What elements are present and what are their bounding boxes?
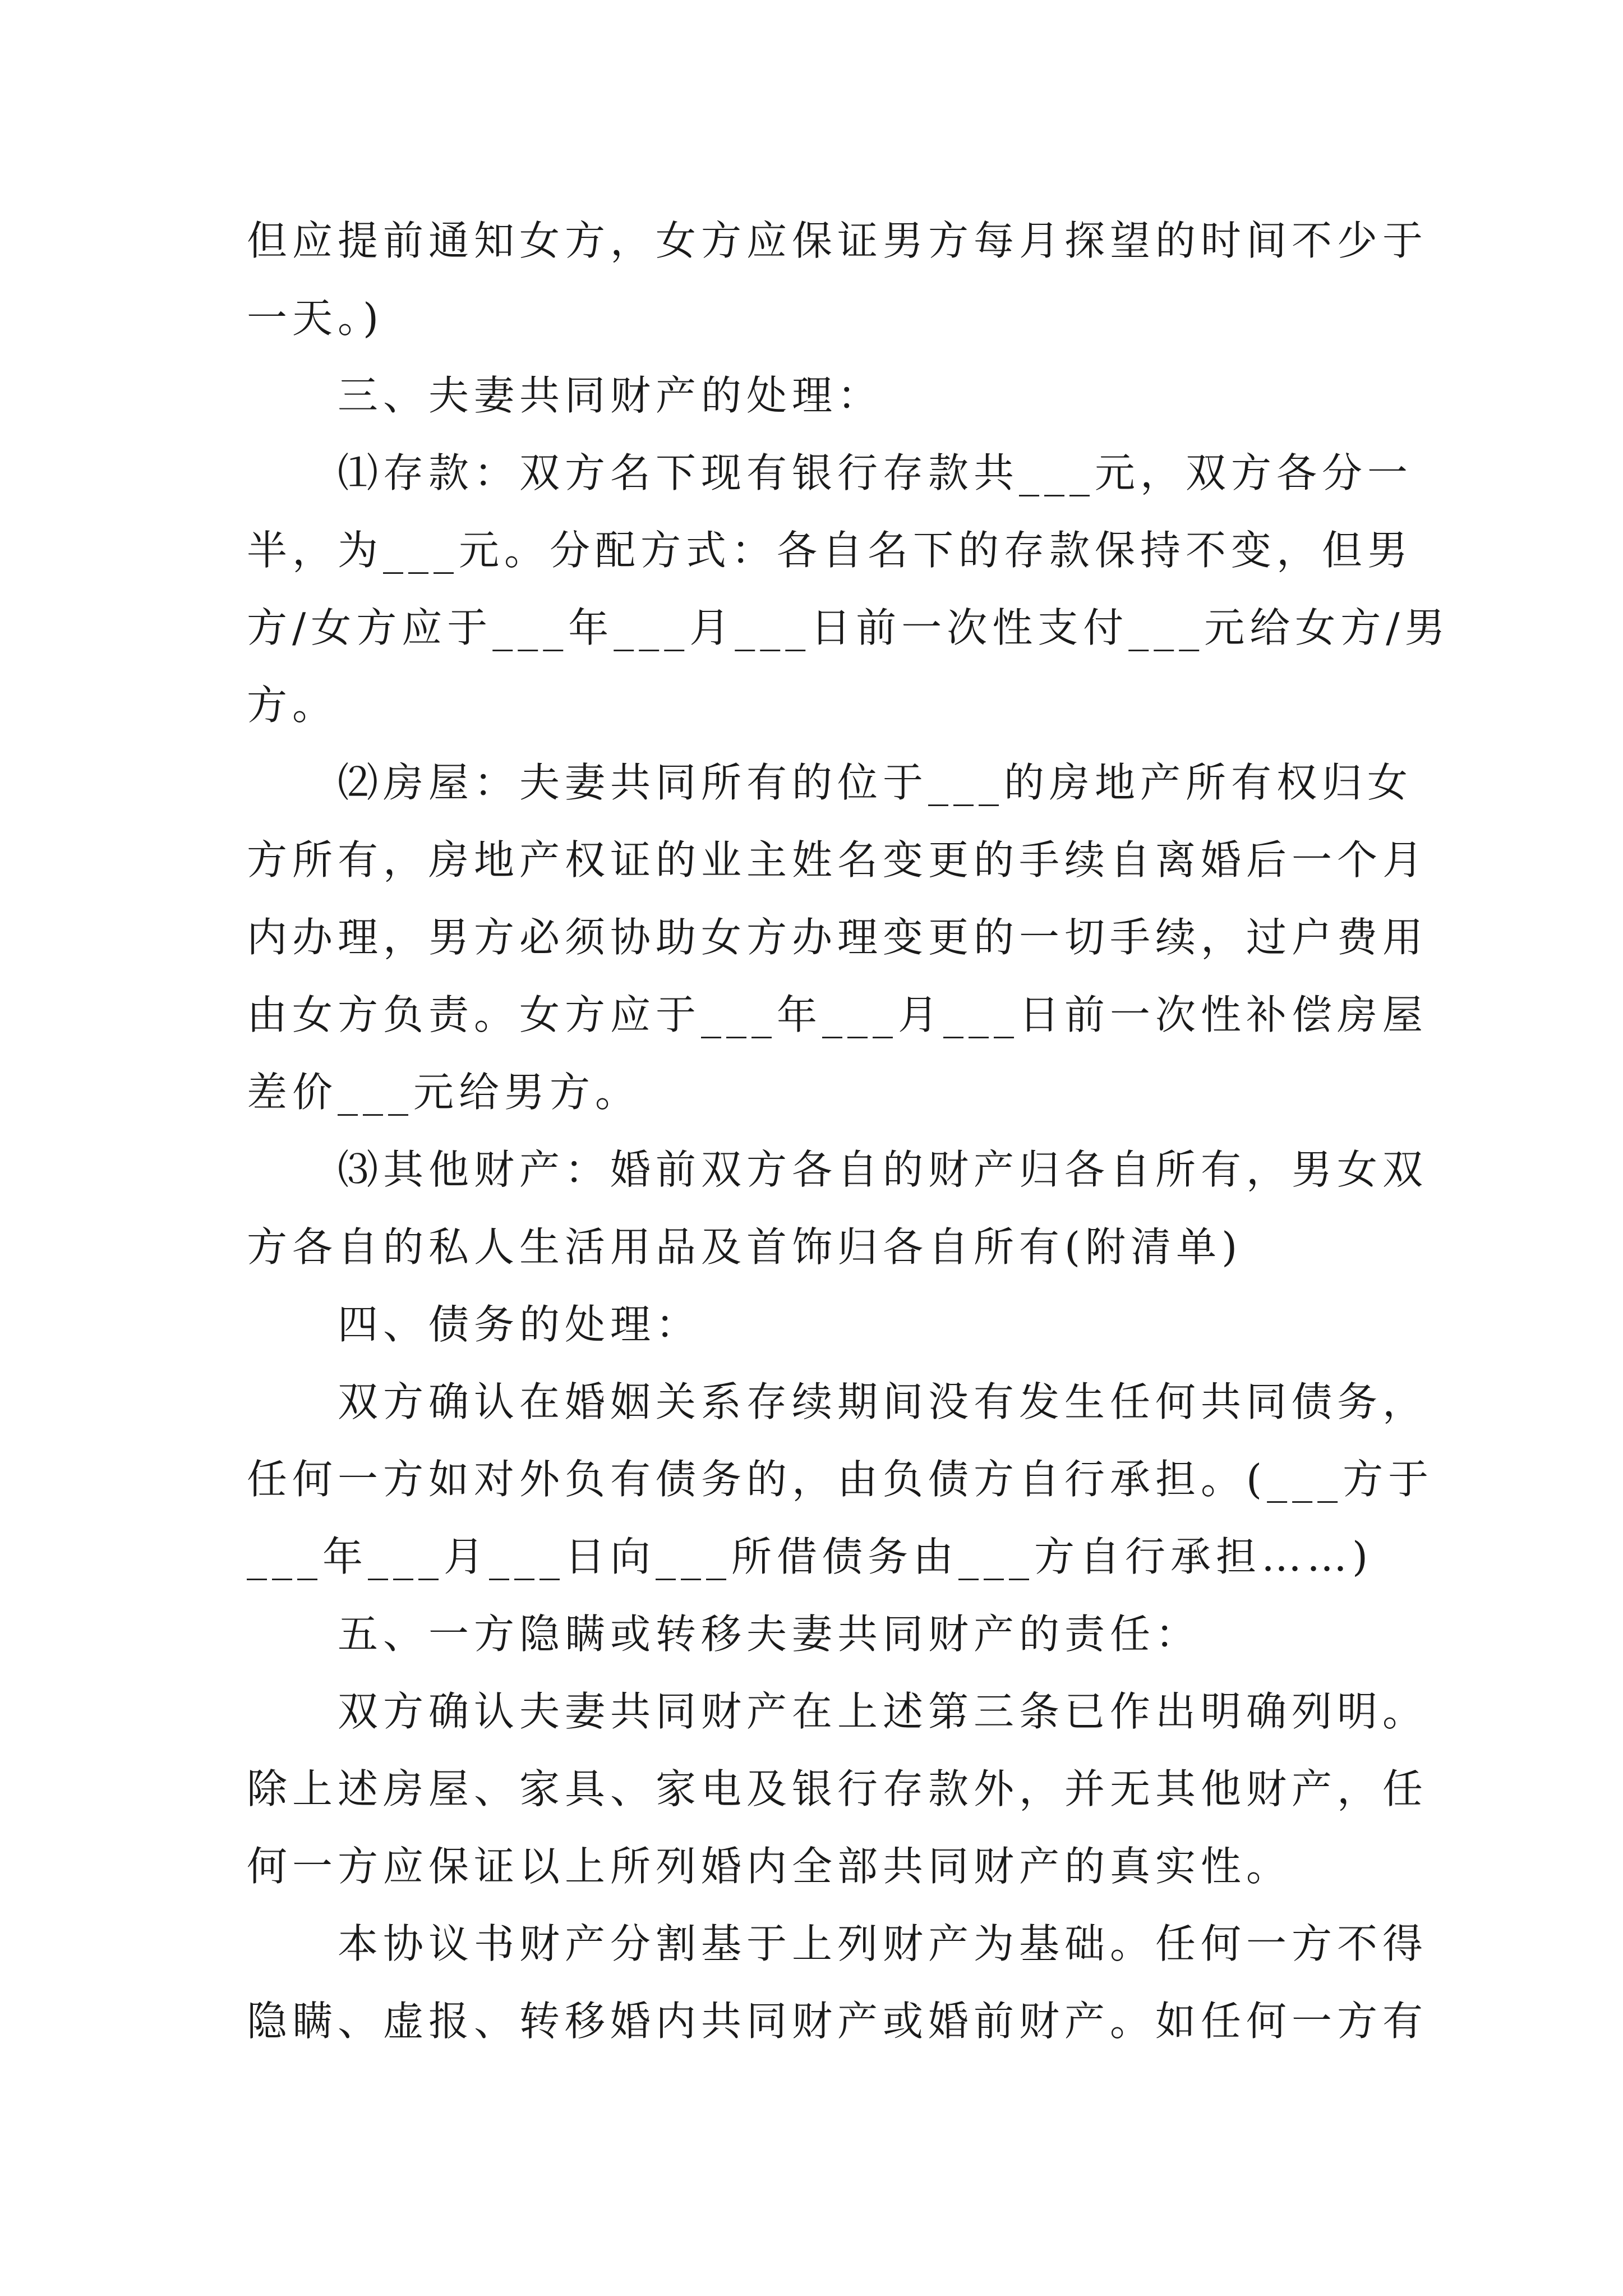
section-heading-5: 五、一方隐瞒或转移夫妻共同财产的责任： bbox=[247, 1611, 1201, 1658]
text-line: 任何一方如对外负有债务的，由负债方自行承担。(___方于 bbox=[247, 1456, 1434, 1503]
text-line: 但应提前通知女方，女方应保证男方每月探望的时间不少于 bbox=[247, 217, 1428, 264]
text-line: 半，为___元。分配方式：各自名下的存款保持不变，但男 bbox=[247, 527, 1413, 574]
section-heading-4: 四、债务的处理： bbox=[247, 1301, 702, 1348]
text-line: 除上述房屋、家具、家电及银行存款外，并无其他财产，任 bbox=[247, 1765, 1428, 1812]
text-line: 由女方负责。女方应于___年___月___日前一次性补偿房屋 bbox=[247, 991, 1428, 1038]
text-line: 隐瞒、虚报、转移婚内共同财产或婚前财产。如任何一方有 bbox=[247, 1998, 1428, 2045]
text-line: ___年___月___日向___所借债务由___方自行承担……) bbox=[247, 1533, 1373, 1580]
text-line: 本协议书财产分割基于上列财产为基础。任何一方不得 bbox=[247, 1920, 1428, 1967]
text-line: 一天。) bbox=[247, 295, 384, 342]
text-line: 双方确认在婚姻关系存续期间没有发生任何共同债务， bbox=[247, 1378, 1428, 1425]
text-line: 内办理，男方必须协助女方办理变更的一切手续，过户费用 bbox=[247, 914, 1428, 961]
text-line: 方。 bbox=[247, 682, 338, 729]
section-heading-3: 三、夫妻共同财产的处理： bbox=[247, 372, 883, 419]
document-body bbox=[247, 202, 1450, 2060]
text-line: 方/女方应于___年___月___日前一次性支付___元给女方/男 bbox=[247, 604, 1450, 651]
text-line: 方所有，房地产权证的业主姓名变更的手续自离婚后一个月 bbox=[247, 836, 1428, 884]
text-line: 差价___元给男方。 bbox=[247, 1069, 641, 1116]
text-line: 双方确认夫妻共同财产在上述第三条已作出明确列明。 bbox=[247, 1688, 1428, 1735]
text-line: ⑶其他财产：婚前双方各自的财产归各自所有，男女双 bbox=[247, 1146, 1428, 1193]
text-line: ⑴存款：双方名下现有银行存款共___元，双方各分一 bbox=[247, 449, 1413, 496]
text-line: 何一方应保证以上所列婚内全部共同财产的真实性。 bbox=[247, 1843, 1292, 1890]
text-line: ⑵房屋：夫妻共同所有的位于___的房地产所有权归女 bbox=[247, 759, 1413, 806]
text-line: 方各自的私人生活用品及首饰归各自所有(附清单) bbox=[247, 1223, 1243, 1271]
